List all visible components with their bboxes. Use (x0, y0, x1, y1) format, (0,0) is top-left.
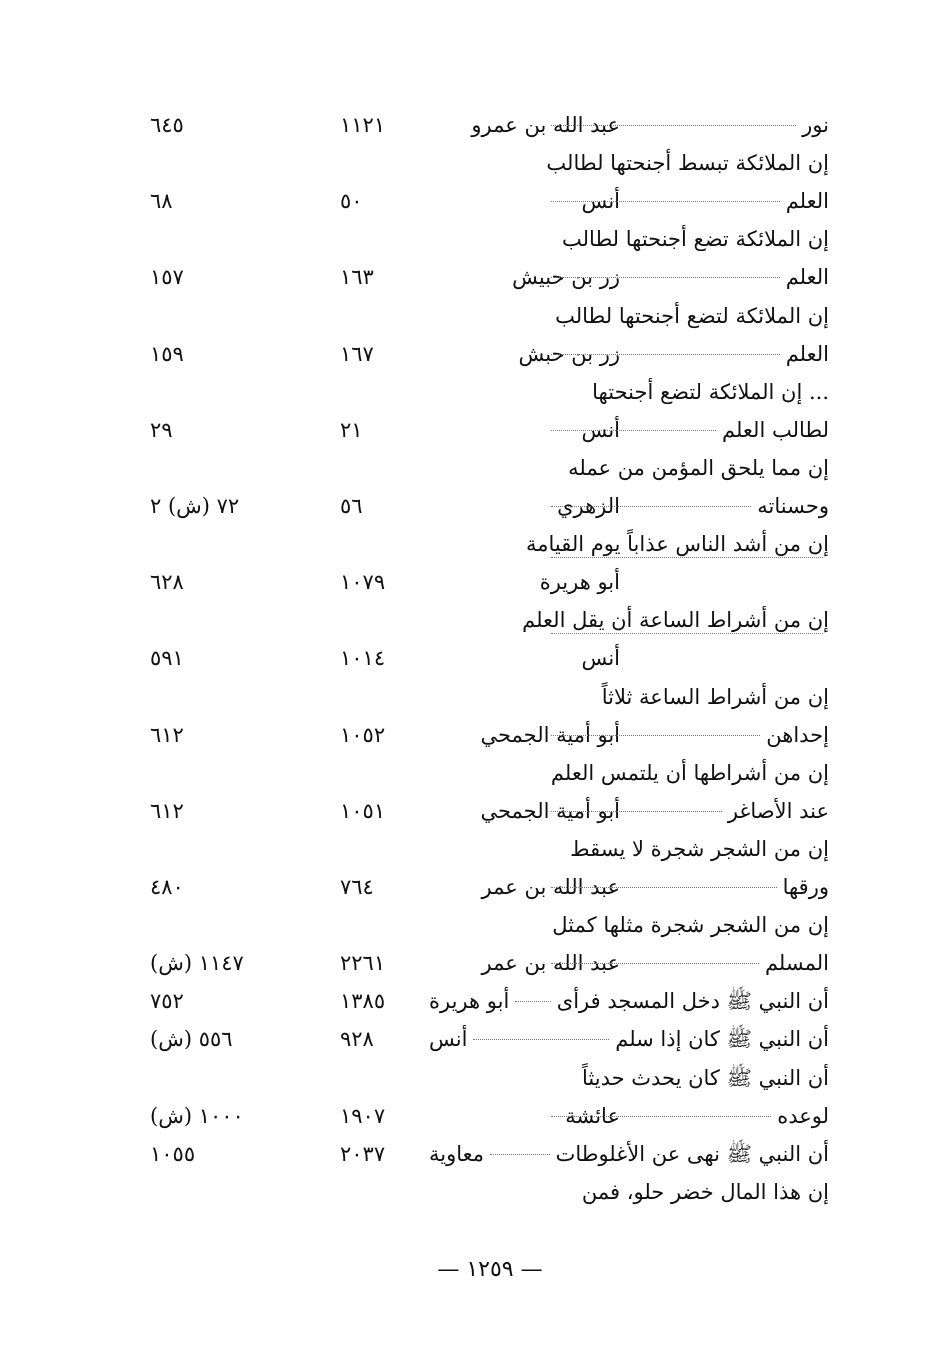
entry-text-cell (429, 1020, 829, 1058)
narrator: عبد الله بن عمر (481, 951, 620, 975)
entry-text-cell (551, 106, 829, 144)
page-reference: ١٥٩ (150, 342, 184, 366)
narrator: أبو هريرة (539, 570, 620, 594)
index-entry-row (150, 868, 829, 906)
entry-text: أن النبي ﷺ كان إذا سلم (615, 1027, 829, 1051)
index-entry-line: إن من أشراطها أن يلتمس العلم (550, 761, 829, 785)
page-reference: ١١٤٧ (ش) (150, 951, 244, 975)
entry-text-cell (551, 411, 829, 449)
index-entry-row (150, 1097, 829, 1135)
index-entry-line: إن من أشراط الساعة ثلاثاً (601, 685, 829, 709)
index-entry-row (150, 1135, 829, 1173)
leader-dots (551, 735, 760, 736)
leader-dots (490, 1154, 550, 1155)
entry-text-cell (429, 1135, 829, 1173)
hadith-number: ١٠٥٢ (340, 723, 386, 747)
leader-dots (551, 557, 823, 558)
hadith-number: ٢١ (340, 418, 363, 442)
entry-text: العلم (785, 342, 829, 366)
entry-text: العلم (785, 265, 829, 289)
page-reference: ١٠٥٥ (150, 1142, 196, 1166)
page-reference: ٤٨٠ (150, 875, 184, 899)
index-entry-row (150, 639, 829, 677)
page-reference: ٥٥٦ (ش) (150, 1027, 233, 1051)
index-entry-line: إن من أشد الناس عذاباً يوم القيامة (525, 532, 829, 556)
hadith-number: ١١٢١ (340, 113, 386, 137)
leader-dots (551, 277, 780, 278)
index-entry-line: إن من الشجر شجرة مثلها كمثل (552, 913, 829, 937)
hadith-number: ١٠١٤ (340, 646, 386, 670)
hadith-number: ١٦٣ (340, 265, 374, 289)
entry-text-cell (551, 487, 829, 525)
hadith-number: ٥٠ (340, 189, 363, 213)
page-reference: ٦٤٥ (150, 113, 184, 137)
index-entry-row (150, 106, 829, 144)
narrator: أبو هريرة (429, 989, 510, 1013)
narrator: زر بن حبش (518, 342, 620, 366)
page-reference: ٥٩١ (150, 646, 184, 670)
page-reference: ١٥٧ (150, 265, 184, 289)
entry-text: ورقها (782, 875, 829, 899)
entry-text-cell (551, 944, 829, 982)
narrator: أنس (581, 418, 620, 442)
narrator: أنس (581, 189, 620, 213)
hadith-number: ١٠٥١ (340, 799, 386, 823)
leader-dots (551, 201, 780, 202)
leader-dots (551, 887, 777, 888)
index-entry-row (150, 411, 829, 449)
hadith-number: ٢٠٣٧ (340, 1142, 386, 1166)
hadith-number: ١٩٠٧ (340, 1104, 386, 1128)
leader-dots (551, 1116, 771, 1117)
entry-text: إحداهن (766, 723, 829, 747)
hadith-number: ١٣٨٥ (340, 989, 386, 1013)
narrator: أبو أمية الجمحي (480, 723, 620, 747)
page-reference: ٦١٢ (150, 799, 184, 823)
entry-text: أن النبي ﷺ نهى عن الأغلوطات (555, 1142, 829, 1166)
leader-dots (551, 506, 751, 507)
narrator: عائشة (565, 1104, 620, 1128)
entry-text-cell (429, 982, 829, 1020)
page-reference: ٦١٢ (150, 723, 184, 747)
entry-text: عند الأصاغر (727, 799, 829, 823)
hadith-number: ٢٢٦١ (340, 951, 386, 975)
entry-text-cell (551, 182, 829, 220)
index-entry-row (150, 182, 829, 220)
leader-dots (551, 963, 759, 964)
page-reference: ٧٥٢ (150, 989, 184, 1013)
index-entry-line: إن الملائكة تبسط أجنحتها لطالب (546, 151, 829, 175)
page-reference: ٧٢ (ش) ٢ (150, 494, 240, 518)
entry-text-cell (551, 335, 829, 373)
index-entry-line: إن مما يلحق المؤمن من عمله (568, 456, 829, 480)
index-entry-row (150, 258, 829, 296)
index-entry-row (150, 563, 829, 601)
entry-text-cell (551, 792, 829, 830)
entry-text-cell (551, 258, 829, 296)
entry-text: أن النبي ﷺ دخل المسجد فرأى (556, 989, 829, 1013)
entry-text-cell (551, 1097, 829, 1135)
hadith-number: ٧٦٤ (340, 875, 374, 899)
narrator: أنس (429, 1027, 468, 1051)
index-entry-line: إن هذا المال خضر حلو، فمن (581, 1180, 829, 1204)
leader-dots (551, 430, 716, 431)
entry-text: المسلم (764, 951, 829, 975)
narrator: الزهري (557, 494, 620, 518)
hadith-number: ٩٢٨ (340, 1027, 374, 1051)
narrator: عبد الله بن عمر (481, 875, 620, 899)
entry-text: وحسناته (757, 494, 829, 518)
leader-dots (551, 354, 780, 355)
index-entry-line: إن من الشجر شجرة لا يسقط (570, 837, 829, 861)
hadith-number: ١٦٧ (340, 342, 374, 366)
page-reference: ٦٢٨ (150, 570, 184, 594)
leader-dots (473, 1039, 609, 1040)
index-entry-line: إن الملائكة لتضع أجنحتها لطالب (555, 304, 829, 328)
hadith-number: ٥٦ (340, 494, 363, 518)
index-entry-line: إن الملائكة تضع أجنحتها لطالب (562, 227, 829, 251)
entry-text-cell (551, 639, 829, 640)
index-entry-row (150, 792, 829, 830)
narrator: زر بن حبيش (512, 265, 620, 289)
entry-text: العلم (785, 189, 829, 213)
leader-dots (515, 1001, 550, 1002)
index-entry-row (150, 982, 829, 1020)
page-reference: ١٠٠٠ (ش) (150, 1104, 244, 1128)
index-entry-row (150, 716, 829, 754)
page-number: — ١٢٥٩ — (437, 1257, 543, 1282)
index-entry-row (150, 335, 829, 373)
entry-text-cell (551, 716, 829, 754)
entry-text: لوعده (777, 1104, 829, 1128)
narrator: أنس (581, 646, 620, 670)
leader-dots (551, 125, 796, 126)
index-entry-line: إن من أشراط الساعة أن يقل العلم (522, 608, 829, 632)
entry-text: لطالب العلم (721, 418, 829, 442)
page-reference: ٦٨ (150, 189, 173, 213)
leader-dots (551, 633, 823, 634)
entry-text-cell (551, 868, 829, 906)
index-entry-row (150, 944, 829, 982)
index-entry-line: أن النبي ﷺ كان يحدث حديثاً (581, 1066, 829, 1090)
entry-text: نور (802, 113, 829, 137)
index-entry-row (150, 487, 829, 525)
index-entry-line: ... إن الملائكة لتضع أجنحتها (592, 380, 829, 404)
narrator: عبد الله بن عمرو (471, 113, 620, 137)
entry-text-cell (551, 563, 829, 564)
index-entry-row (150, 1020, 829, 1058)
leader-dots (551, 811, 722, 812)
page-reference: ٢٩ (150, 418, 173, 442)
hadith-number: ١٠٧٩ (340, 570, 386, 594)
narrator: معاوية (429, 1142, 485, 1166)
narrator: أبو أمية الجمحي (480, 799, 620, 823)
